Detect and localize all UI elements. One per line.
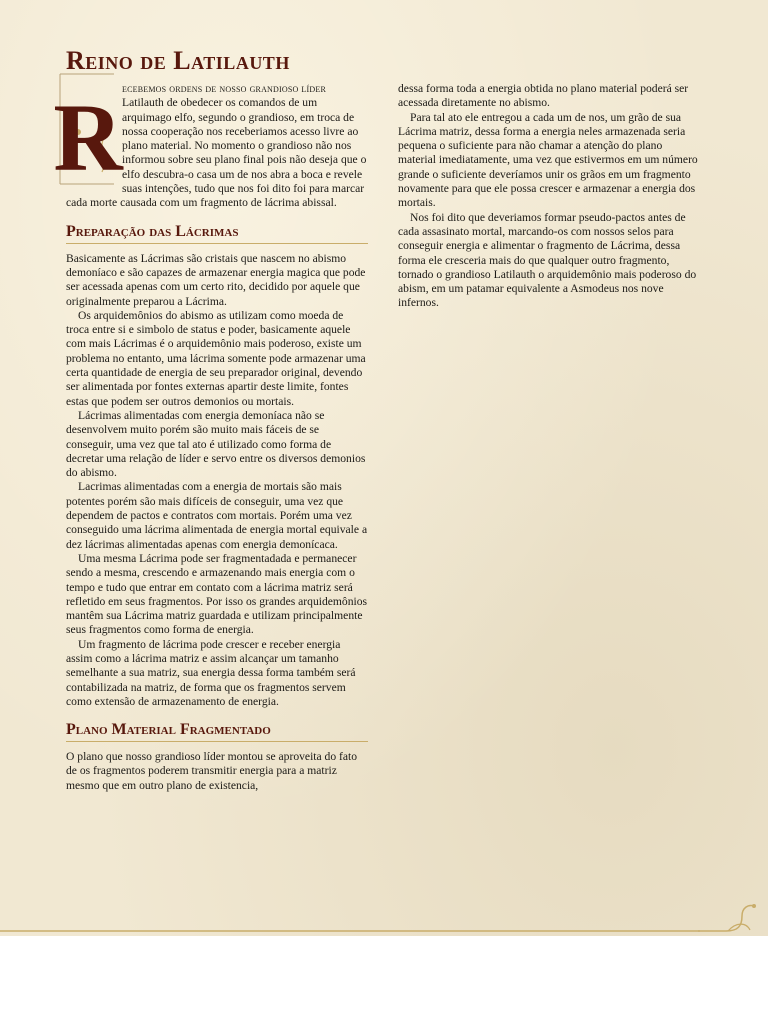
intro-lead: ecebemos ordens de nosso grandioso líder bbox=[122, 83, 326, 95]
intro-paragraph bbox=[53, 82, 368, 211]
body-paragraph: O plano que nosso grandioso líder montou se aproveita do fato de os fragmentos poderem transmitir energia para a matriz mesmo que em outro plano de existencia, bbox=[66, 750, 358, 792]
dropcap-frame-icon bbox=[53, 72, 123, 191]
left-column bbox=[53, 82, 368, 793]
body-paragraph: Uma mesma Lácrima pode ser fragmentadada e permanecer sendo a mesma, crescendo e armazenando mais energia com o tempo e tudo que entrar em contato com a lácrima matriz será refletido em seus fragmentos. Por isso os grandes arquidemônios mantêm sua Lácrima matriz guardada e utilizam principalmente seus fragmentos como forma de energia. bbox=[66, 551, 368, 637]
section-heading-plano-material: Plano Material Fragmentado bbox=[66, 721, 368, 742]
page-bottom-border bbox=[0, 926, 768, 936]
body-paragraph: Os arquidemônios do abismo as utilizam como moeda de troca entre si e simbolo de status e poder, basicamente aquele com mais Lácrimas é o arquidemônio mais poderoso, existe um problema no entanto, uma lácrima somente pode armazenar uma certa quantidade de energia de seu preparador original, devendo ser alimentada por fontes externas apartir deste limite, fontes estas que podem ser outros demonios ou mortais. bbox=[66, 308, 366, 408]
dropcap-letter: R bbox=[53, 84, 123, 191]
body-paragraph: Lacrimas alimentadas com a energia de mortais são mais potentes porém são mais difíceis de conseguir, uma vez que dependem de pactos e contratos com mortais. Porém uma vez conseguido uma lácrima alimentada de energia mortal equivale a dez lácrimas alimentadas apenas com energia demonícaca. bbox=[66, 480, 368, 551]
right-column bbox=[398, 82, 702, 311]
body-paragraph-continuation: dessa forma toda a energia obtida no plano material poderá ser acessada diretamente no abismo. bbox=[398, 82, 689, 110]
dropcap-ornament bbox=[53, 72, 123, 191]
section-heading-preparacao: Preparação das Lácrimas bbox=[66, 223, 368, 244]
body-paragraph: Um fragmento de lácrima pode crescer e receber energia assim como a lácrima matriz e assim alcançar um tamanho semelhante a sua matriz, sua energia dessa forma também será contabilizada na matriz, de forma que os fragmentos servem como extensão de armazenamento de energia. bbox=[66, 637, 356, 708]
body-paragraph: Para tal ato ele entregou a cada um de nos, um grão de sua Lácrima matriz, dessa forma a energia neles armazenada seria pequena o suficiente para não chamar a atenção do plano material imediatamente, uma vez que estivermos em um número grande o suficiente deveríamos unir os grãos em um fragmento novamente para que ele possa crescer e armazenar a energia dos mortais. bbox=[398, 110, 698, 210]
body-paragraph: Lácrimas alimentadas com energia demoníaca não se desenvolvem muito porém são muito mais fáceis de se conseguir, uma vez que tal ato é utilizado como forma de decretar uma relação de líder e servo entre os diversos demonios do abismo. bbox=[66, 408, 366, 480]
body-paragraph: Basicamente as Lácrimas são cristais que nascem no abismo demoníaco e são capazes de armazenar energia magica que pode ser acessada apenas com um certo rito, decidido por aquele que originalmente preparou a Lácrima. bbox=[66, 251, 366, 308]
intro-body: Latilauth de obedecer os comandos de um arquimago elfo, segundo o grandioso, em troca de nossa cooperação nos receberiamos acesso livre ao plano material. No momento o grandioso não nos informou sobre seu plano final pois não deseja que o elfo descubra-o casa um de nos abra a boca e revele suas intenções, tudo que nos foi dito foi para marcar cada morte causada com um fragmento de lácrima abissal. bbox=[66, 96, 367, 210]
page-title: Reino de Latilauth bbox=[66, 46, 290, 75]
corner-flourish-icon bbox=[698, 886, 758, 936]
body-paragraph: Nos foi dito que deveriamos formar pseudo-pactos antes de cada assasinato mortal, marcando-os com nossos selos para conseguir energia e alimentar o fragmento de Lácrima, dessa forma ele cresceria mais do que qualquer outro fragmento, tornado o grandioso Latilauth o arquidemônio mais poderoso do abism, em um patamar equivalente a Asmodeus nos nove infernos. bbox=[398, 210, 697, 310]
